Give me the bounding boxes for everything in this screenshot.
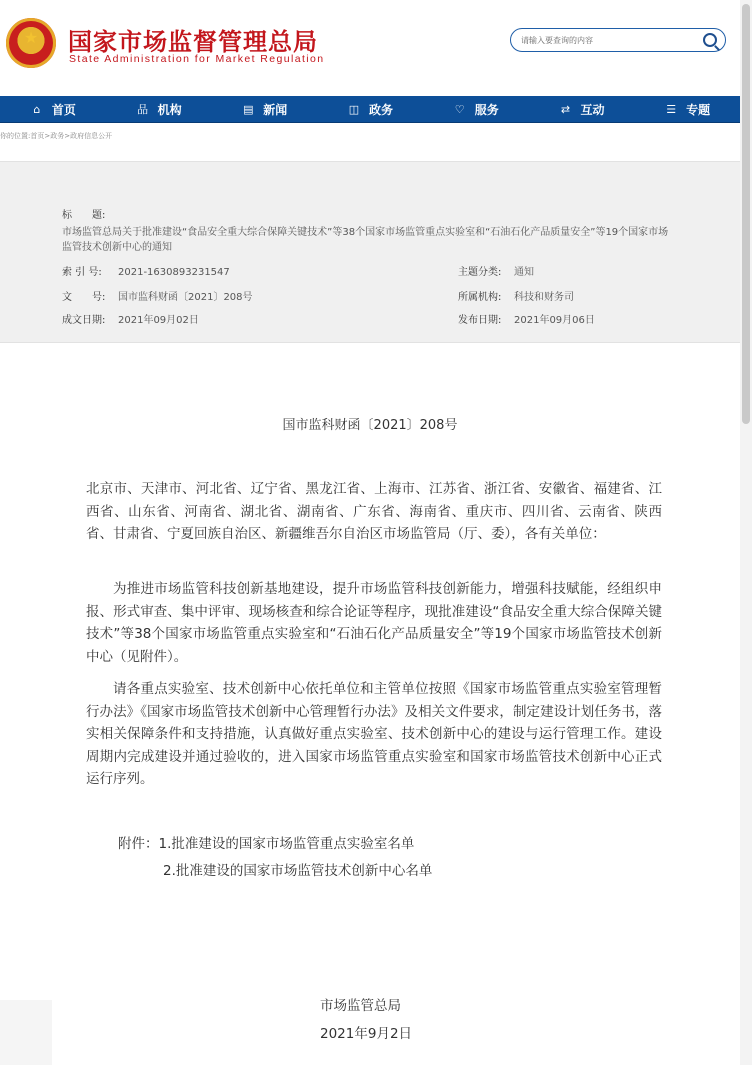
exchange-icon: ⇄	[560, 102, 571, 116]
news-icon: ▤	[243, 102, 254, 116]
docno-value: 国市监科财函〔2021〕208号	[118, 292, 253, 303]
nav-label: 机构	[157, 102, 182, 117]
index-row	[62, 263, 230, 278]
search-box[interactable]	[510, 28, 726, 52]
created-label: 成文日期:	[62, 315, 106, 326]
nav-item-service[interactable]	[423, 96, 529, 122]
sign-date: 2021年9月2日	[320, 1026, 413, 1042]
topic-row	[458, 263, 534, 278]
nav-label: 服务	[474, 102, 499, 117]
org-icon: 品	[137, 103, 149, 116]
docno-row	[62, 288, 253, 303]
nav-item-home[interactable]	[0, 96, 106, 122]
addressees: 北京市、天津市、河北省、辽宁省、黑龙江省、上海市、江苏省、浙江省、安徽省、福建省、江西省、山东省、河南省、湖北省、湖南省、广东省、海南省、重庆市、四川省、云南省、陕西省、甘肃省、宁夏回族自治区、新疆维吾尔自治区市场监管局（厅、委），各有关单位：	[86, 481, 662, 542]
nav-label: 新闻	[263, 102, 288, 117]
site-header	[0, 0, 740, 96]
main-nav	[0, 96, 740, 123]
published-value: 2021年09月06日	[514, 315, 595, 326]
page-edge-decoration	[0, 1000, 52, 1065]
nav-label: 互动	[580, 102, 605, 117]
nav-item-affairs[interactable]	[317, 96, 423, 122]
nav-label: 专题	[686, 102, 711, 117]
attachment-link-2[interactable]: 2.批准建设的国家市场监管技术创新中心名单	[163, 863, 433, 879]
created-row	[62, 311, 199, 326]
signer: 市场监管总局	[320, 998, 401, 1014]
index-label: 索 引 号:	[62, 267, 102, 278]
topic-icon: ☰	[666, 102, 677, 116]
paragraph-2: 请各重点实验室、技术创新中心依托单位和主管单位按照《国家市场监管重点实验室管理暂行办法》《国家市场监管技术创新中心管理暂行办法》及相关文件要求，制定建设计划任务书，落实相关保障条件和支持措施，认真做好重点实验室、技术创新中心的建设与运行管理工作。建设周期内完成建设并通过验收的，进入国家市场监管重点实验室和国家市场监管技术创新中心正式运行序列。	[86, 681, 662, 787]
nav-item-interact[interactable]	[529, 96, 635, 122]
org-label: 所属机构:	[458, 292, 502, 303]
index-value: 2021-1630893231547	[118, 267, 230, 278]
scrollbar[interactable]	[740, 0, 752, 1065]
nav-label: 政务	[369, 102, 394, 117]
nav-item-topic[interactable]	[634, 96, 740, 122]
topic-value: 通知	[514, 267, 534, 278]
search-input[interactable]	[519, 31, 693, 50]
nav-label: 首页	[51, 102, 76, 117]
site-title-english: State Administration for Market Regulation	[69, 53, 325, 65]
breadcrumb[interactable]: 你的位置:首页>政务>政府信息公开	[0, 132, 113, 140]
attachment-link-1[interactable]: 附件：1.批准建设的国家市场监管重点实验室名单	[118, 836, 415, 852]
search-icon[interactable]	[703, 33, 717, 47]
title-value: 市场监管总局关于批准建设“食品安全重大综合保障关键技术”等38个国家市场监管重点实验室和“石油石化产品质量安全”等19个国家市场监管技术创新中心的通知	[62, 227, 669, 253]
topic-label: 主题分类:	[458, 267, 502, 278]
affairs-icon: ◫	[348, 102, 360, 116]
nav-item-news[interactable]	[211, 96, 317, 122]
org-value: 科技和财务司	[514, 292, 574, 303]
published-label: 发布日期:	[458, 315, 502, 326]
document-metadata	[0, 161, 740, 343]
created-value: 2021年09月02日	[118, 315, 199, 326]
national-emblem-icon[interactable]: ★	[6, 18, 56, 68]
home-icon: ⌂	[33, 102, 41, 116]
document-number: 国市监科财函〔2021〕208号	[282, 418, 458, 433]
paragraph-1: 为推进市场监管科技创新基地建设，提升市场监管科技创新能力，增强科技赋能，经组织申报、形式审查、集中评审、现场核查和综合论证等程序，现批准建设“食品安全重大综合保障关键技术”等38个国家市场监管重点实验室和“石油石化产品质量安全”等19个国家市场监管技术创新中心（见附件）。	[86, 581, 662, 665]
scrollbar-thumb[interactable]	[742, 4, 750, 424]
title-label: 标 题:	[62, 210, 106, 221]
nav-item-org[interactable]	[106, 96, 212, 122]
docno-label: 文 号:	[62, 292, 106, 303]
site-title[interactable]: 国家市场监督管理总局	[68, 28, 318, 56]
published-row	[458, 311, 595, 326]
org-row	[458, 288, 574, 303]
heart-icon: ♡	[454, 102, 465, 116]
